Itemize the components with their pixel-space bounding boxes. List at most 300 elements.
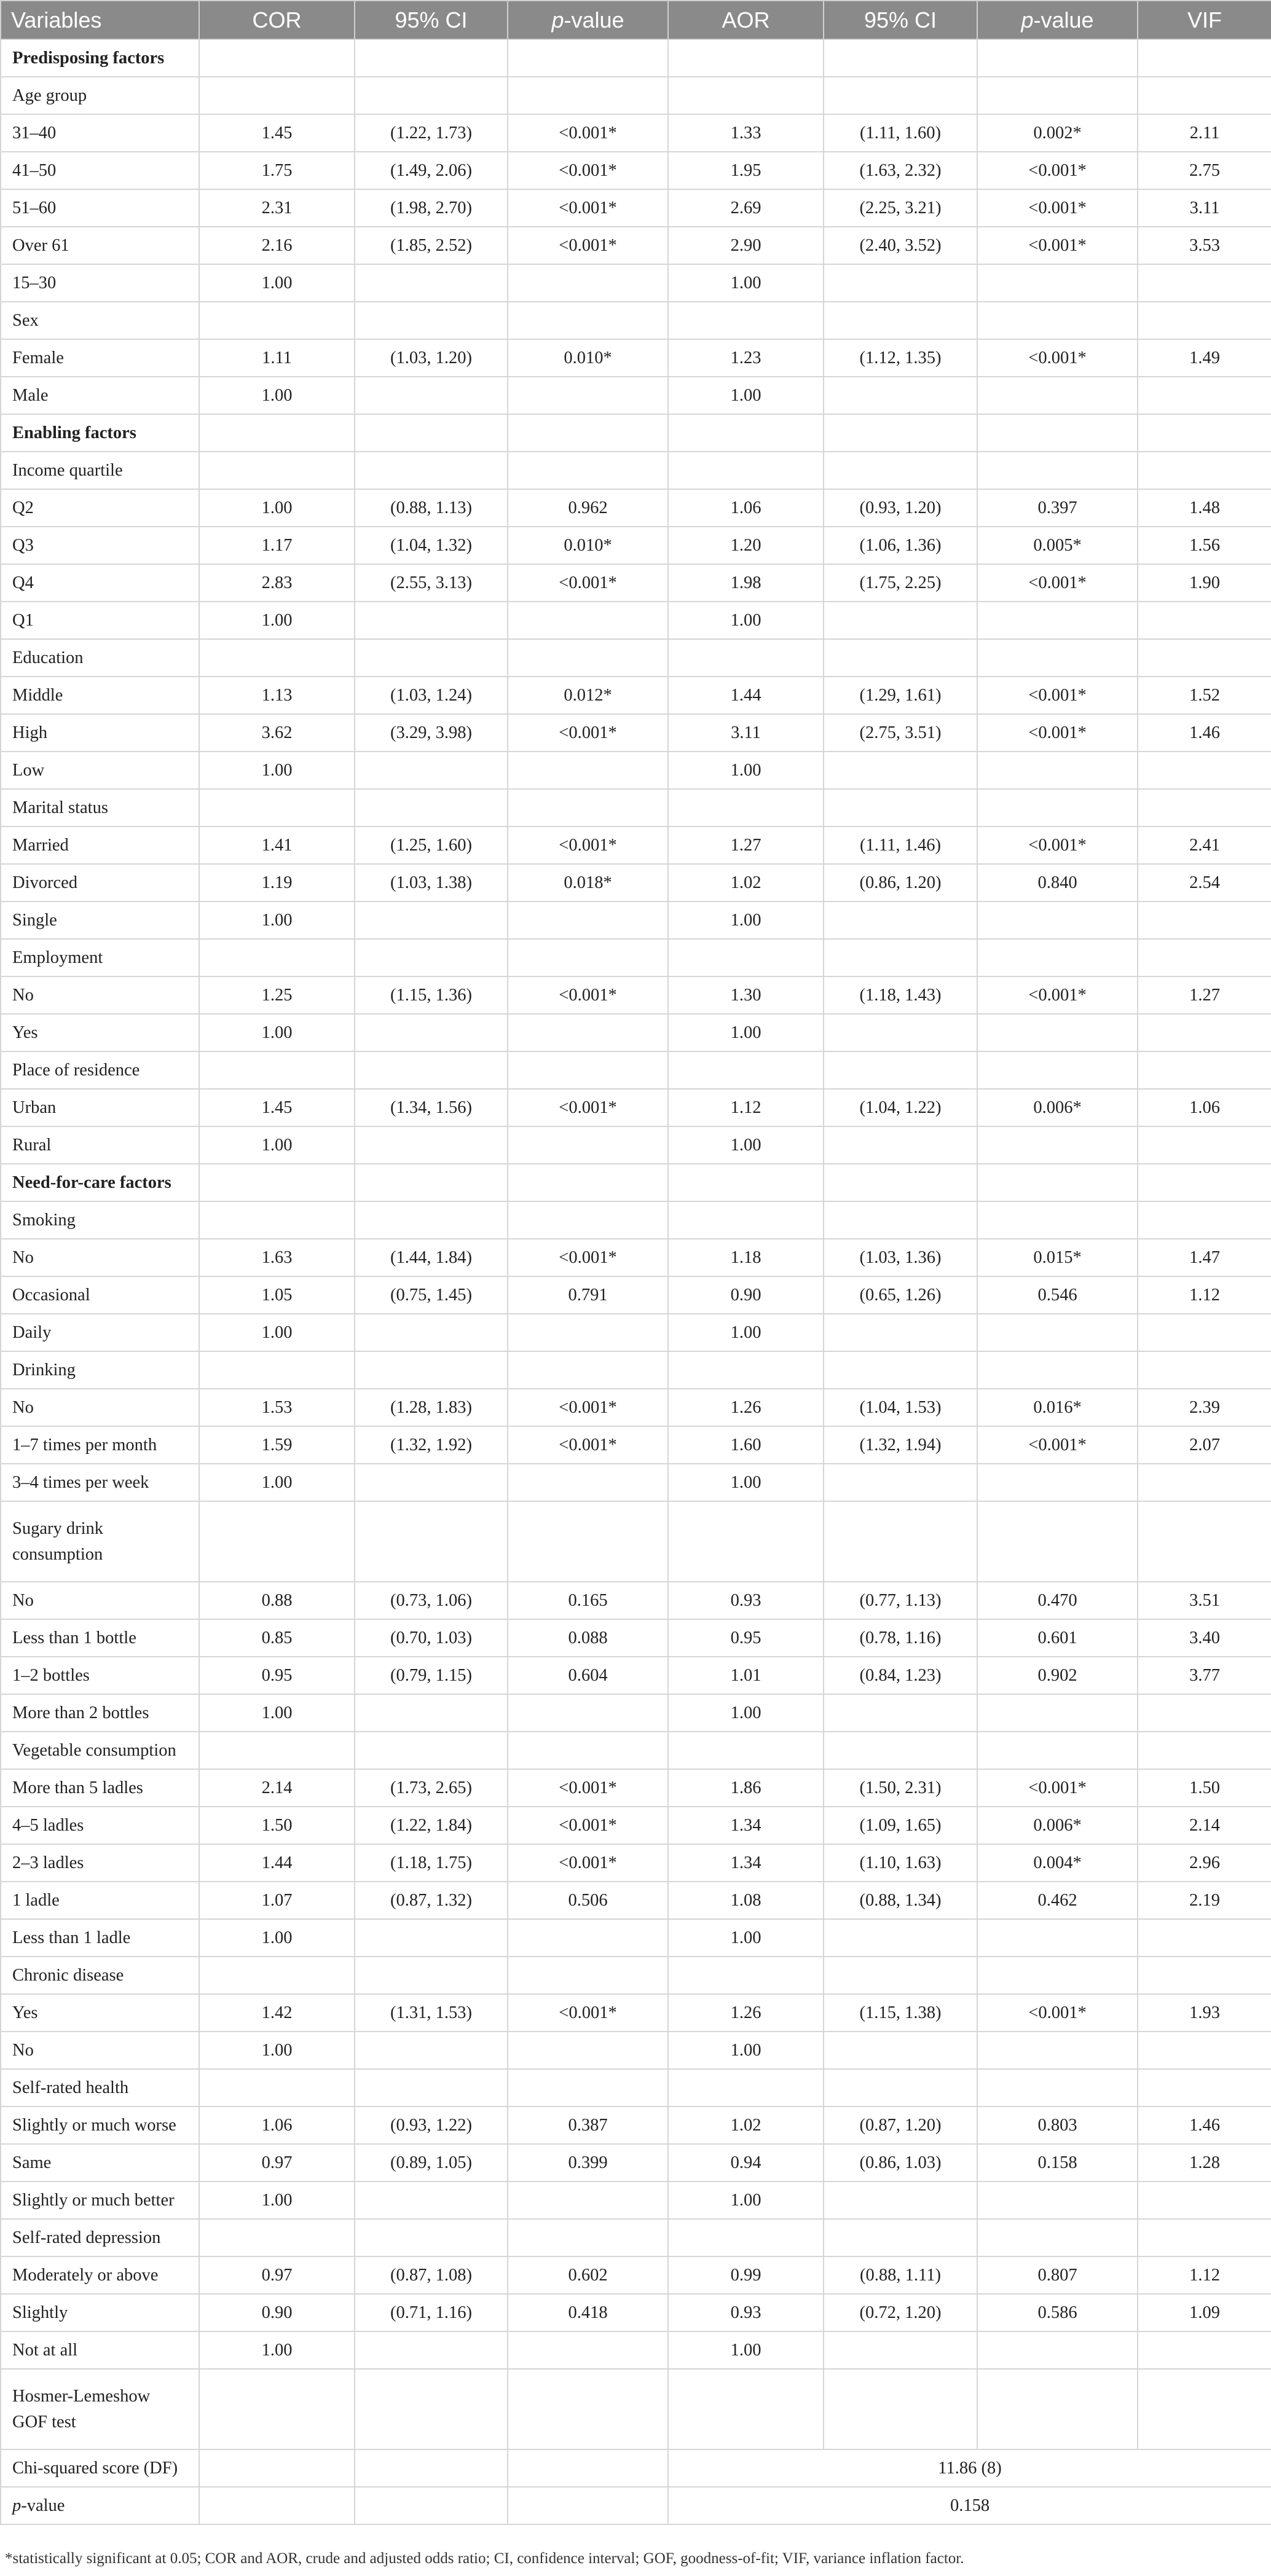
group-label: Employment [1,939,199,976]
aor-cell: 1.00 [668,264,824,302]
ci-adjusted-cell: (1.63, 2.32) [824,152,977,189]
cor-cell: 1.45 [199,1089,355,1126]
cor-cell: 1.50 [199,1807,355,1844]
empty-cell [199,2369,355,2449]
aor-cell: 1.02 [668,2107,824,2144]
table-row [1,677,1271,714]
section-row [1,1164,1271,1201]
ci-adjusted-cell [824,1126,977,1164]
empty-cell [508,1051,668,1089]
p-value-crude-cell: 0.962 [508,489,668,527]
variable-label: 1–7 times per month [1,1426,199,1464]
ci-adjusted-cell: (0.93, 1.20) [824,489,977,527]
vif-cell: 2.07 [1138,1426,1271,1464]
group-label: Income quartile [1,452,199,489]
empty-cell [977,1957,1138,1994]
p-value-adjusted-cell: 0.586 [977,2294,1138,2331]
group-row [1,939,1271,976]
table-row [1,527,1271,564]
cor-cell: 1.05 [199,1276,355,1314]
aor-cell: 1.00 [668,901,824,939]
vif-cell [1138,1314,1271,1351]
table-row [1,227,1271,264]
empty-cell [199,2487,355,2524]
ci-crude-cell: (1.98, 2.70) [355,189,508,227]
variable-label: More than 5 ladles [1,1769,199,1807]
table-row [1,2256,1271,2294]
p-value-adjusted-cell: <0.001* [977,714,1138,752]
p-value-adjusted-cell: 0.546 [977,1276,1138,1314]
empty-cell [977,1051,1138,1089]
empty-cell [824,1164,977,1201]
variable-label: Low [1,752,199,789]
header-ci-adjusted: 95% CI [824,1,977,39]
table-row [1,976,1271,1014]
empty-cell [1138,302,1271,339]
p-value-adjusted-cell: <0.001* [977,189,1138,227]
vif-cell [1138,2331,1271,2369]
ci-crude-cell: (1.03, 1.20) [355,339,508,377]
vif-cell [1138,1464,1271,1501]
empty-cell [355,939,508,976]
cor-cell: 1.00 [199,2181,355,2219]
cor-cell: 1.25 [199,976,355,1014]
ci-adjusted-cell [824,2032,977,2069]
empty-cell [977,1201,1138,1239]
group-row [1,1501,1271,1582]
gof-row [1,2449,1271,2487]
cor-cell: 0.97 [199,2144,355,2181]
group-row [1,2369,1271,2449]
cor-cell: 0.95 [199,1657,355,1694]
aor-cell: 1.26 [668,1994,824,2032]
empty-cell [199,1732,355,1769]
vif-cell: 2.96 [1138,1844,1271,1882]
p-value-adjusted-cell: <0.001* [977,677,1138,714]
table-row [1,864,1271,901]
section-row [1,39,1271,77]
p-value-adjusted-cell [977,1919,1138,1957]
p-value-adjusted-cell [977,2331,1138,2369]
empty-cell [668,1351,824,1389]
variable-label: Less than 1 ladle [1,1919,199,1957]
p-value-adjusted-cell: <0.001* [977,1769,1138,1807]
p-value-crude-cell [508,2331,668,2369]
ci-crude-cell: (0.93, 1.22) [355,2107,508,2144]
vif-cell: 1.28 [1138,2144,1271,2181]
table-row [1,1014,1271,1051]
empty-cell [199,1351,355,1389]
empty-cell [355,452,508,489]
group-label: Sex [1,302,199,339]
p-value-adjusted-cell: 0.462 [977,1882,1138,1919]
empty-cell [977,639,1138,677]
empty-cell [977,1501,1138,1582]
cor-cell: 1.00 [199,2032,355,2069]
aor-cell: 1.00 [668,2331,824,2369]
cor-cell: 1.11 [199,339,355,377]
table-row [1,1882,1271,1919]
ci-crude-cell: (1.22, 1.73) [355,114,508,152]
variable-label: Moderately or above [1,2256,199,2294]
p-value-crude-cell: <0.001* [508,152,668,189]
variable-label: 41–50 [1,152,199,189]
group-row [1,1732,1271,1769]
p-value-adjusted-cell: 0.803 [977,2107,1138,2144]
p-value-adjusted-cell: 0.006* [977,1089,1138,1126]
header-p-italic: p [1021,7,1034,33]
group-label: Vegetable consumption [1,1732,199,1769]
empty-cell [199,1051,355,1089]
table-row [1,377,1271,414]
group-label: Hosmer-Lemeshow GOF test [1,2369,199,2449]
group-label: Smoking [1,1201,199,1239]
empty-cell [508,414,668,452]
section-label: Enabling factors [1,414,199,452]
empty-cell [199,639,355,677]
header-cor: COR [199,1,355,39]
empty-cell [668,1501,824,1582]
p-value-crude-cell: <0.001* [508,1426,668,1464]
group-row [1,2069,1271,2107]
empty-cell [1138,939,1271,976]
variable-label: More than 2 bottles [1,1694,199,1732]
empty-cell [824,77,977,114]
cor-cell: 1.00 [199,752,355,789]
ci-adjusted-cell: (0.77, 1.13) [824,1582,977,1619]
empty-cell [199,1957,355,1994]
p-value-adjusted-cell [977,2181,1138,2219]
variable-label: No [1,1582,199,1619]
empty-cell [1138,1201,1271,1239]
cor-cell: 1.07 [199,1882,355,1919]
p-value-adjusted-cell: 0.601 [977,1619,1138,1657]
footnote: *statistically significant at 0.05; COR and AOR, crude and adjusted odds ratio; CI, confidence interval; GOF, goodness-of-fit; VIF, variance inflation factor. [5,2550,964,2567]
empty-cell [977,789,1138,827]
empty-cell [355,414,508,452]
ci-crude-cell: (0.71, 1.16) [355,2294,508,2331]
p-value-crude-cell: 0.602 [508,2256,668,2294]
empty-cell [824,2219,977,2256]
aor-cell: 1.00 [668,602,824,639]
ci-crude-cell: (1.03, 1.24) [355,677,508,714]
ci-crude-cell: (0.70, 1.03) [355,1619,508,1657]
aor-cell: 2.69 [668,189,824,227]
cor-cell: 1.00 [199,1464,355,1501]
vif-cell: 1.46 [1138,714,1271,752]
p-value-crude-cell [508,1014,668,1051]
empty-cell [355,2219,508,2256]
variable-label: No [1,976,199,1014]
ci-crude-cell: (2.55, 3.13) [355,564,508,602]
group-label: Drinking [1,1351,199,1389]
aor-cell: 0.93 [668,2294,824,2331]
empty-cell [355,1351,508,1389]
ci-crude-cell [355,2181,508,2219]
ci-crude-cell: (1.03, 1.38) [355,864,508,901]
aor-cell: 1.12 [668,1089,824,1126]
group-label: Place of residence [1,1051,199,1089]
vif-cell: 1.52 [1138,677,1271,714]
ci-crude-cell [355,1694,508,1732]
group-row [1,1201,1271,1239]
aor-cell: 1.27 [668,827,824,864]
p-value-crude-cell [508,2181,668,2219]
p-value-adjusted-cell [977,1314,1138,1351]
empty-cell [824,1201,977,1239]
p-value-crude-cell [508,602,668,639]
header-row [1,1,1271,39]
variable-label: Yes [1,1014,199,1051]
p-value-crude-cell: 0.399 [508,2144,668,2181]
vif-cell [1138,264,1271,302]
ci-crude-cell [355,377,508,414]
ci-adjusted-cell [824,264,977,302]
variable-label: Q4 [1,564,199,602]
table-row [1,1426,1271,1464]
ci-crude-cell: (1.34, 1.56) [355,1089,508,1126]
variable-label: Not at all [1,2331,199,2369]
gof-label-rest: -value [21,2496,65,2515]
p-value-adjusted-cell [977,1464,1138,1501]
p-value-crude-cell [508,1126,668,1164]
cor-cell: 2.14 [199,1769,355,1807]
cor-cell: 1.41 [199,827,355,864]
aor-cell: 1.01 [668,1657,824,1694]
p-value-adjusted-cell: 0.004* [977,1844,1138,1882]
variable-label: 4–5 ladles [1,1807,199,1844]
p-value-adjusted-cell: <0.001* [977,564,1138,602]
cor-cell: 1.13 [199,677,355,714]
vif-cell [1138,2032,1271,2069]
empty-cell [824,1957,977,1994]
ci-adjusted-cell: (1.50, 2.31) [824,1769,977,1807]
empty-cell [977,414,1138,452]
section-label: Predisposing factors [1,39,199,77]
empty-cell [355,639,508,677]
vif-cell: 1.09 [1138,2294,1271,2331]
ci-adjusted-cell [824,1464,977,1501]
group-row [1,639,1271,677]
vif-cell [1138,377,1271,414]
ci-adjusted-cell: (1.09, 1.65) [824,1807,977,1844]
aor-cell: 1.34 [668,1844,824,1882]
empty-cell [977,77,1138,114]
empty-cell [508,939,668,976]
variable-label: Q3 [1,527,199,564]
p-value-crude-cell: 0.010* [508,339,668,377]
group-row [1,77,1271,114]
p-value-adjusted-cell: 0.006* [977,1807,1138,1844]
cor-cell: 1.44 [199,1844,355,1882]
vif-cell: 2.11 [1138,114,1271,152]
empty-cell [668,1957,824,1994]
vif-cell [1138,1014,1271,1051]
p-value-crude-cell: 0.387 [508,2107,668,2144]
ci-crude-cell: (1.22, 1.84) [355,1807,508,1844]
empty-cell [355,2449,508,2487]
aor-cell: 1.00 [668,2181,824,2219]
ci-adjusted-cell: (1.75, 2.25) [824,564,977,602]
empty-cell [668,39,824,77]
header-p-italic: p [551,7,564,33]
ci-adjusted-cell: (1.04, 1.53) [824,1389,977,1426]
empty-cell [355,39,508,77]
ci-adjusted-cell: (1.11, 1.46) [824,827,977,864]
ci-adjusted-cell: (1.04, 1.22) [824,1089,977,1126]
ci-crude-cell: (0.79, 1.15) [355,1657,508,1694]
empty-cell [1138,2369,1271,2449]
cor-cell: 1.63 [199,1239,355,1276]
ci-adjusted-cell: (1.12, 1.35) [824,339,977,377]
p-value-crude-cell: <0.001* [508,564,668,602]
header-p-rest: -value [564,7,624,33]
variable-label: 1 ladle [1,1882,199,1919]
empty-cell [668,77,824,114]
section-row [1,414,1271,452]
variable-label: Urban [1,1089,199,1126]
empty-cell [355,1051,508,1089]
empty-cell [1138,1957,1271,1994]
aor-cell: 1.60 [668,1426,824,1464]
group-row [1,452,1271,489]
empty-cell [508,1164,668,1201]
ci-adjusted-cell: (1.29, 1.61) [824,677,977,714]
empty-cell [199,77,355,114]
ci-crude-cell [355,2331,508,2369]
cor-cell: 1.75 [199,152,355,189]
empty-cell [824,939,977,976]
gof-row [1,2487,1271,2524]
empty-cell [508,1201,668,1239]
ci-adjusted-cell [824,377,977,414]
aor-cell: 1.00 [668,377,824,414]
table-row [1,827,1271,864]
empty-cell [199,1501,355,1582]
gof-label: Chi-squared score (DF) [1,2449,199,2487]
empty-cell [199,302,355,339]
p-value-adjusted-cell: 0.397 [977,489,1138,527]
empty-cell [508,2219,668,2256]
aor-cell: 1.00 [668,1014,824,1051]
p-value-adjusted-cell: 0.840 [977,864,1138,901]
empty-cell [1138,639,1271,677]
aor-cell: 1.18 [668,1239,824,1276]
vif-cell: 1.50 [1138,1769,1271,1807]
table-row [1,714,1271,752]
p-value-crude-cell [508,752,668,789]
vif-cell: 1.49 [1138,339,1271,377]
aor-cell: 1.00 [668,1464,824,1501]
variable-label: 31–40 [1,114,199,152]
p-value-crude-cell: <0.001* [508,1239,668,1276]
vif-cell [1138,901,1271,939]
aor-cell: 1.26 [668,1389,824,1426]
empty-cell [1138,77,1271,114]
p-value-adjusted-cell: <0.001* [977,1994,1138,2032]
empty-cell [824,2369,977,2449]
p-value-crude-cell: <0.001* [508,1089,668,1126]
table-header [1,1,1271,39]
vif-cell: 2.54 [1138,864,1271,901]
ci-crude-cell [355,1464,508,1501]
cor-cell: 1.00 [199,1919,355,1957]
section-label: Need-for-care factors [1,1164,199,1201]
p-value-crude-cell [508,377,668,414]
group-label: Chronic disease [1,1957,199,1994]
variable-label: Over 61 [1,227,199,264]
ci-crude-cell [355,2032,508,2069]
variable-label: Divorced [1,864,199,901]
table-row [1,752,1271,789]
ci-crude-cell: (1.31, 1.53) [355,1994,508,2032]
empty-cell [199,2219,355,2256]
ci-crude-cell: (1.73, 2.65) [355,1769,508,1807]
ci-crude-cell [355,1314,508,1351]
variable-label: Q2 [1,489,199,527]
p-value-adjusted-cell [977,264,1138,302]
p-value-adjusted-cell: 0.016* [977,1389,1138,1426]
p-value-adjusted-cell [977,901,1138,939]
empty-cell [824,302,977,339]
empty-cell [824,789,977,827]
p-value-crude-cell: 0.791 [508,1276,668,1314]
p-value-adjusted-cell: <0.001* [977,827,1138,864]
vif-cell: 2.39 [1138,1389,1271,1426]
ci-crude-cell: (1.85, 2.52) [355,227,508,264]
ci-crude-cell [355,901,508,939]
empty-cell [668,1164,824,1201]
aor-cell: 1.00 [668,1314,824,1351]
table-row [1,264,1271,302]
p-value-adjusted-cell [977,377,1138,414]
vif-cell: 1.56 [1138,527,1271,564]
variable-label: 15–30 [1,264,199,302]
variable-label: Daily [1,1314,199,1351]
p-value-adjusted-cell [977,752,1138,789]
empty-cell [199,39,355,77]
vif-cell: 1.06 [1138,1089,1271,1126]
aor-cell: 1.08 [668,1882,824,1919]
empty-cell [668,1201,824,1239]
vif-cell: 3.51 [1138,1582,1271,1619]
p-value-adjusted-cell: <0.001* [977,339,1138,377]
table-row [1,1239,1271,1276]
p-value-crude-cell [508,1694,668,1732]
empty-cell [1138,452,1271,489]
table-row [1,1807,1271,1844]
ci-crude-cell: (1.44, 1.84) [355,1239,508,1276]
group-row [1,1051,1271,1089]
empty-cell [199,789,355,827]
empty-cell [977,1164,1138,1201]
empty-cell [508,1957,668,1994]
vif-cell: 3.53 [1138,227,1271,264]
vif-cell: 2.19 [1138,1882,1271,1919]
empty-cell [1138,789,1271,827]
p-value-crude-cell: <0.001* [508,827,668,864]
table-row [1,1994,1271,2032]
table-row [1,1844,1271,1882]
aor-cell: 3.11 [668,714,824,752]
group-row [1,2219,1271,2256]
ci-adjusted-cell: (1.11, 1.60) [824,114,977,152]
aor-cell: 1.00 [668,1919,824,1957]
empty-cell [355,2069,508,2107]
vif-cell [1138,752,1271,789]
ci-crude-cell: (1.28, 1.83) [355,1389,508,1426]
cor-cell: 1.00 [199,377,355,414]
